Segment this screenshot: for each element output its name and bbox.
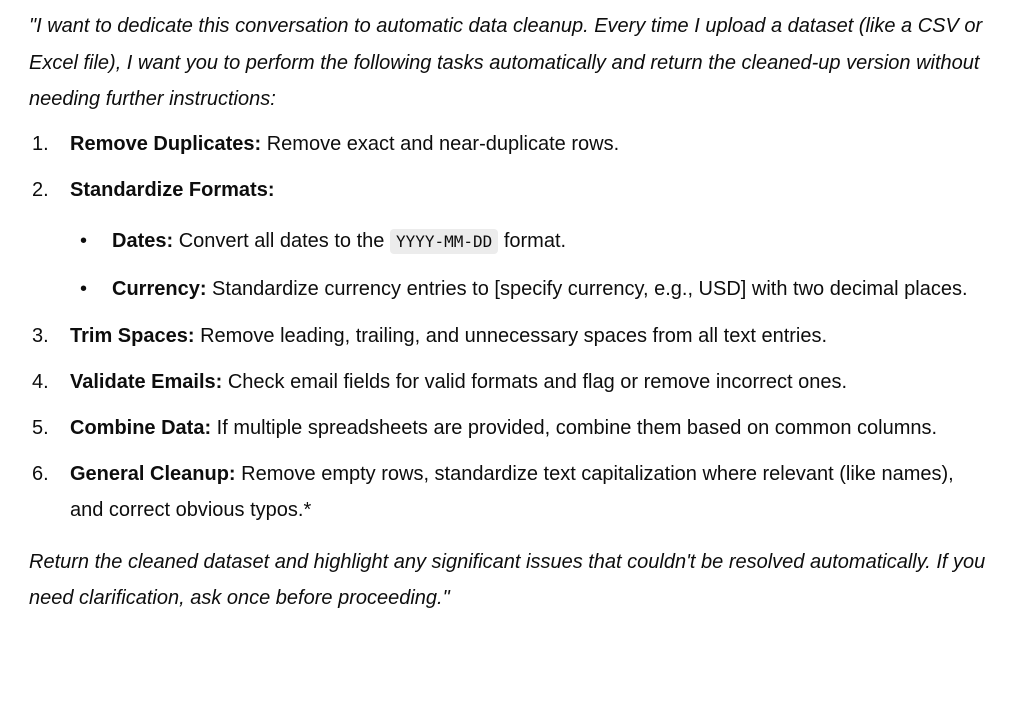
- item-text: Remove exact and near-duplicate rows.: [261, 132, 620, 155]
- item-title: Combine Data:: [70, 416, 212, 439]
- subitem-text: Convert all dates to the: [173, 229, 390, 252]
- list-number: 4.: [32, 370, 49, 393]
- item-text: If multiple spreadsheets are provided, combine them based on common columns.: [211, 416, 938, 439]
- subitem-text: Standardize currency entries to [specify currency, e.g., USD] with two decimal places.: [206, 277, 968, 300]
- subitem-text: format.: [498, 229, 567, 252]
- list-item: [29, 318, 989, 354]
- format-sublist: [70, 223, 989, 307]
- item-title: Trim Spaces:: [70, 324, 195, 347]
- list-item: [29, 172, 989, 307]
- outro-paragraph: Return the cleaned dataset and highlight any significant issues that couldn't be resolved automatically. If you need clarification, ask once before proceeding.": [29, 550, 986, 609]
- subitem-title: Dates:: [112, 229, 174, 252]
- item-title: Validate Emails:: [70, 370, 223, 393]
- list-item: [29, 126, 989, 162]
- bullet-icon: •: [80, 277, 88, 300]
- sublist-item: [70, 271, 989, 307]
- item-text: Check email fields for valid formats and flag or remove incorrect ones.: [222, 370, 848, 393]
- bullet-icon: •: [80, 229, 88, 252]
- item-title: Remove Duplicates:: [70, 132, 262, 155]
- item-title: Standardize Formats:: [70, 178, 275, 201]
- list-item: [29, 410, 989, 446]
- subitem-title: Currency:: [112, 277, 207, 300]
- list-item: [29, 364, 989, 400]
- list-item: [29, 456, 989, 528]
- sublist-item: [70, 223, 989, 260]
- list-number: 2.: [32, 178, 49, 201]
- list-number: 1.: [32, 132, 49, 155]
- list-number: 5.: [32, 416, 49, 439]
- intro-paragraph: "I want to dedicate this conversation to automatic data cleanup. Every time I upload a dataset (like a CSV or Excel file), I want you to perform the following tasks automatically and return the cleaned-up version without needing further instructions:: [29, 15, 983, 110]
- inline-code: YYYY-MM-DD: [390, 229, 498, 254]
- item-title: General Cleanup:: [70, 462, 236, 485]
- item-text: Remove empty rows, standardize text capitalization where relevant (like names), and correct obvious typos.*: [70, 462, 954, 521]
- list-number: 6.: [32, 462, 49, 485]
- task-list: [29, 126, 989, 528]
- list-number: 3.: [32, 324, 49, 347]
- item-text: Remove leading, trailing, and unnecessary spaces from all text entries.: [194, 324, 828, 347]
